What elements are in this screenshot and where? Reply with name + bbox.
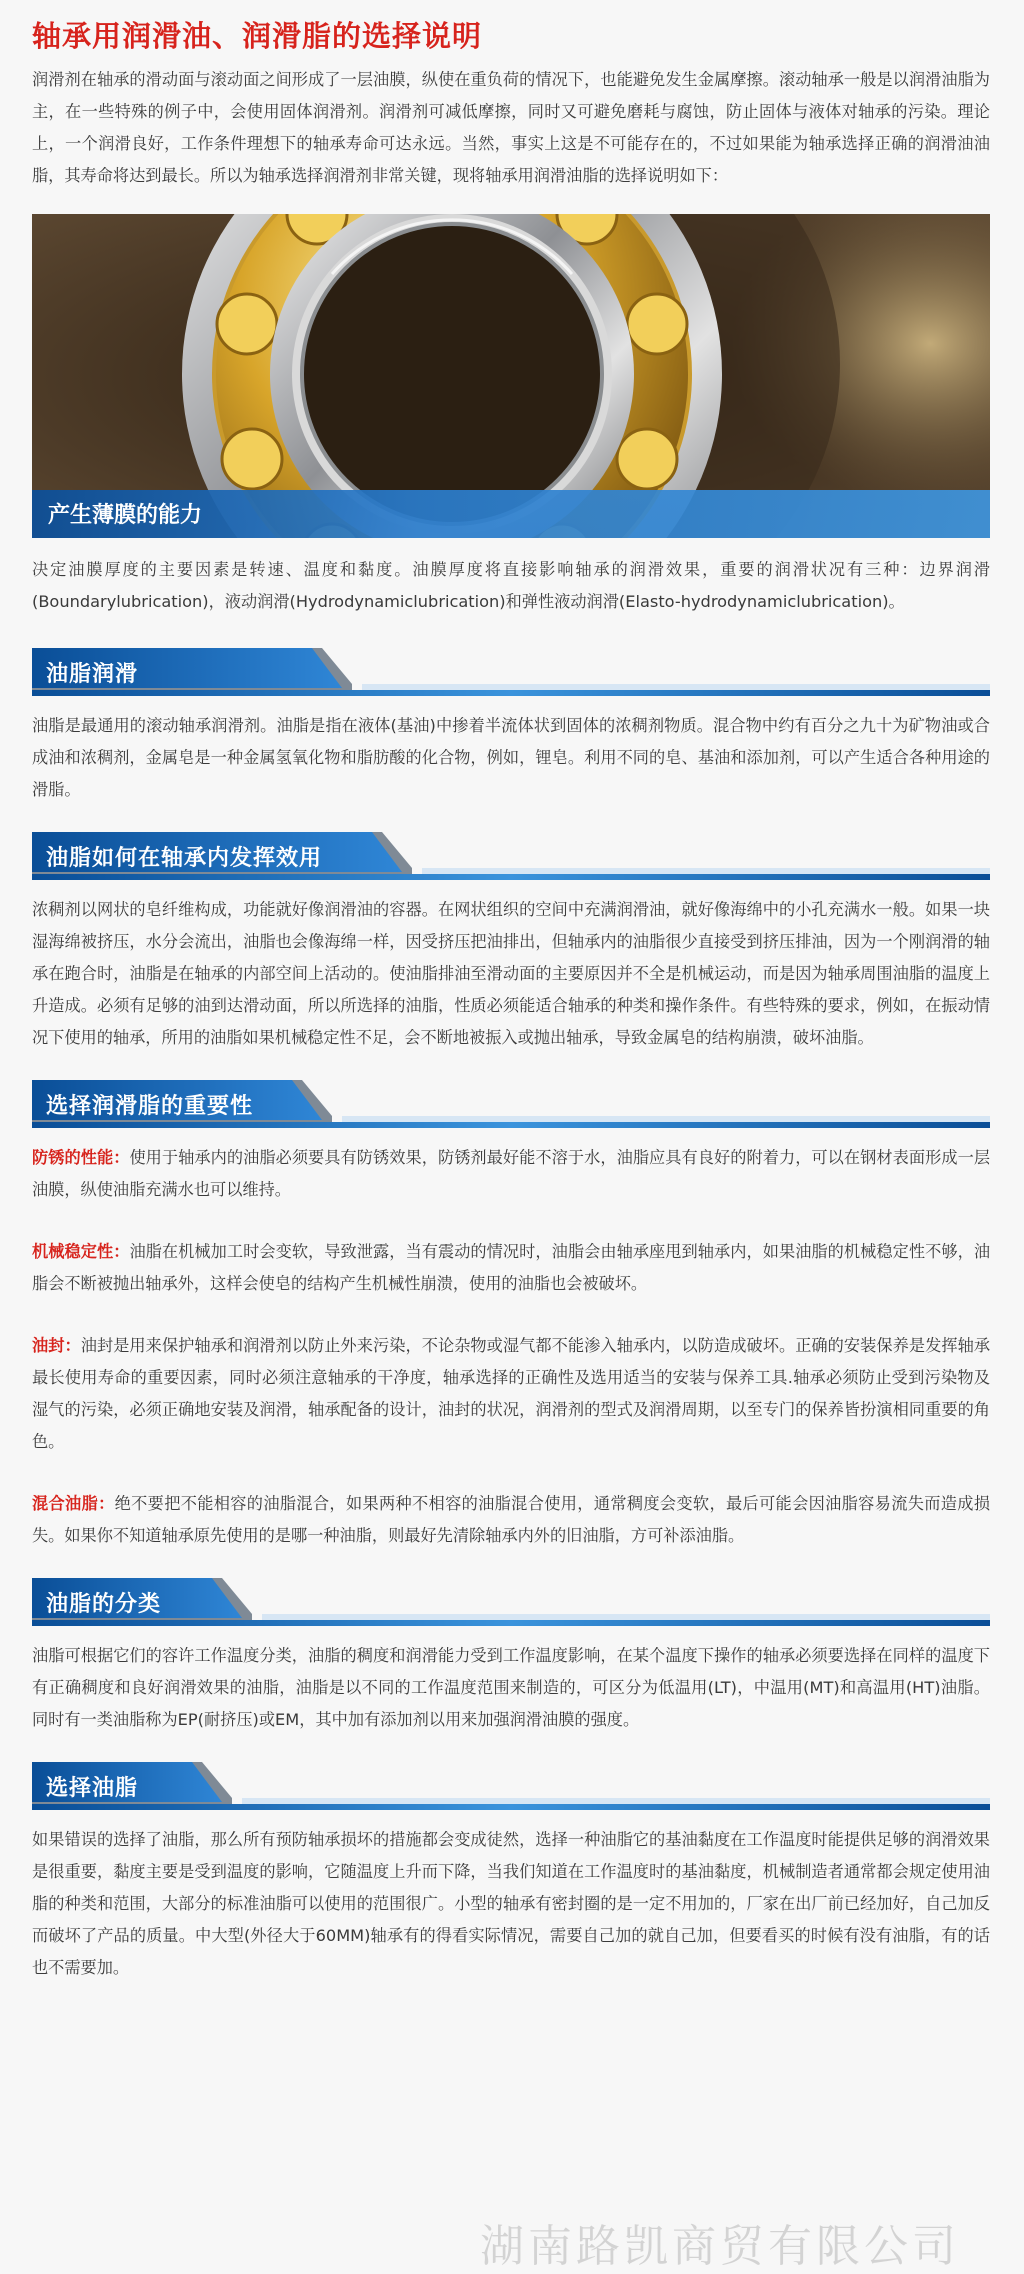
section-header-grease bbox=[32, 648, 990, 698]
section-header-classify bbox=[32, 1578, 990, 1628]
importance-item-seal bbox=[32, 1330, 990, 1458]
item-label: 油封： bbox=[32, 1336, 81, 1355]
photo-caption-banner bbox=[32, 490, 990, 538]
grease-paragraph: 油脂是最通用的滚动轴承润滑剂。油脂是指在液体(基油)中掺着半流体状到固体的浓稠剂物质。混合物中约有百分之九十为矿物油或合成油和浓稠剂，金属皂是一种金属氢氧化物和脂肪酸的化合物，例如，锂皂。利用不同的皂、基油和添加剂，可以产生适合各种用途的滑脂。 bbox=[32, 716, 990, 799]
item-label: 机械稳定性： bbox=[32, 1242, 130, 1261]
section-title: 油脂的分类 bbox=[46, 1592, 162, 1617]
page-title: 轴承用润滑油、润滑脂的选择说明 bbox=[32, 19, 483, 53]
item-text: 油脂在机械加工时会变软，导致泄露，当有震动的情况时，油脂会由轴承座甩到轴承内，如果油脂的机械稳定性不够，油脂会不断被抛出轴承外，这样会使皂的结构产生机械性崩溃，使用的油脂也会被破坏。 bbox=[32, 1242, 991, 1293]
article bbox=[32, 0, 990, 1984]
classify-paragraph: 油脂可根据它们的容许工作温度分类，油脂的稠度和润滑能力受到工作温度影响，在某个温度下操作的轴承必须要选择在同样的温度下有正确稠度和良好润滑效果的油脂，油脂是以不同的工作温度范围来制造的，可区分为低温用(LT)，中温用(MT)和高温用(HT)油脂。同时有一类油脂称为EP(耐挤压)或EM，其中加有添加剂以用来加强润滑油膜的强度。 bbox=[32, 1646, 990, 1729]
bearing-photo bbox=[32, 214, 990, 538]
section-banner bbox=[32, 1762, 990, 1812]
section-title: 选择润滑脂的重要性 bbox=[46, 1094, 254, 1119]
photo-caption: 产生薄膜的能力 bbox=[48, 503, 203, 528]
importance-item-rust bbox=[32, 1142, 990, 1206]
section-title: 选择油脂 bbox=[46, 1776, 139, 1801]
item-text: 绝不要把不能相容的油脂混合，如果两种不相容的油脂混合使用，通常稠度会变软，最后可能会因油脂容易流失而造成损失。如果你不知道轴承原先使用的是哪一种油脂，则最好先清除轴承内外的旧油脂，方可补添油脂。 bbox=[32, 1494, 991, 1545]
importance-item-mixing bbox=[32, 1488, 990, 1552]
section-banner bbox=[32, 1578, 990, 1628]
section-banner bbox=[32, 648, 990, 698]
section-title: 油脂如何在轴承内发挥效用 bbox=[46, 846, 323, 871]
film-paragraph: 决定油膜厚度的主要因素是转速、温度和黏度。油膜厚度将直接影响轴承的润滑效果，重要的润滑状况有三种：边界润滑(Boundarylubrication)，液动润滑(Hydrodynamiclubrication)和弹性液动润滑(Elasto-hydrodynamiclubrication)。 bbox=[32, 560, 990, 611]
importance-item-stability bbox=[32, 1236, 990, 1300]
section-title: 油脂润滑 bbox=[46, 662, 139, 687]
choose-paragraph: 如果错误的选择了油脂，那么所有预防轴承损坏的措施都会变成徒然，选择一种油脂它的基油黏度在工作温度时能提供足够的润滑效果是很重要，黏度主要是受到温度的影响，它随温度上升而下降，当我们知道在工作温度时的基油黏度，机械制造者通常都会规定使用油脂的种类和范围，大部分的标准油脂可以使用的范围很广。小型的轴承有密封圈的是一定不用加的，厂家在出厂前已经加好，自己加反而破坏了产品的质量。中大型(外径大于60MM)轴承有的得看实际情况，需要自己加的就自己加，但要看买的时候有没有油脂，有的话也不需要加。 bbox=[32, 1830, 990, 1977]
how-paragraph: 浓稠剂以网状的皂纤维构成，功能就好像润滑油的容器。在网状组织的空间中充满润滑油，就好像海绵中的小孔充满水一般。如果一块湿海绵被挤压，水分会流出，油脂也会像海绵一样，因受挤压把油排出，但轴承内的油脂很少直接受到挤压排油，因为一个刚润滑的轴承在跑合时，油脂是在轴承的内部空间上活动的。使油脂排油至滑动面的主要原因并不全是机械运动，而是因为轴承周围油脂的温度上升造成。必须有足够的油到达滑动面，所以所选择的油脂，性质必须能适合轴承的种类和操作条件。有些特殊的要求，例如，在振动情况下使用的轴承，所用的油脂如果机械稳定性不足，会不断地被振入或抛出轴承，导致金属皂的结构崩溃，破坏油脂。 bbox=[32, 900, 990, 1047]
section-header-how bbox=[32, 832, 990, 882]
item-text: 使用于轴承内的油脂必须要具有防锈效果，防锈剂最好能不溶于水，油脂应具有良好的附着力，可以在钢材表面形成一层油膜，纵使油脂充满水也可以维持。 bbox=[32, 1148, 991, 1199]
section-header-choose bbox=[32, 1762, 990, 1812]
item-label: 混合油脂： bbox=[32, 1494, 115, 1513]
section-header-importance bbox=[32, 1080, 990, 1130]
item-label: 防锈的性能： bbox=[32, 1148, 130, 1167]
watermark: 湖南路凯商贸有限公司 bbox=[480, 2221, 960, 2272]
item-text: 油封是用来保护轴承和润滑剂以防止外来污染，不论杂物或湿气都不能渗入轴承内，以防造成破坏。正确的安装保养是发挥轴承最长使用寿命的重要因素，同时必须注意轴承的干净度，轴承选择的正确性及选用适当的安装与保养工具.轴承必须防止受到污染物及湿气的污染，必须正确地安装及润滑，轴承配备的设计，油封的状况，润滑剂的型式及润滑周期，以至专门的保养皆扮演相同重要的角色。 bbox=[32, 1336, 991, 1451]
intro-paragraph: 润滑剂在轴承的滑动面与滚动面之间形成了一层油膜，纵使在重负荷的情况下，也能避免发生金属摩擦。滚动轴承一般是以润滑油脂为主，在一些特殊的例子中，会使用固体润滑剂。润滑剂可减低摩擦，同时又可避免磨耗与腐蚀，防止固体与液体对轴承的污染。理论上，一个润滑良好，工作条件理想下的轴承寿命可达永远。当然，事实上这是不可能存在的，不过如果能为轴承选择正确的润滑油油脂，其寿命将达到最长。所以为轴承选择润滑剂非常关键，现将轴承用润滑油脂的选择说明如下： bbox=[32, 70, 990, 185]
